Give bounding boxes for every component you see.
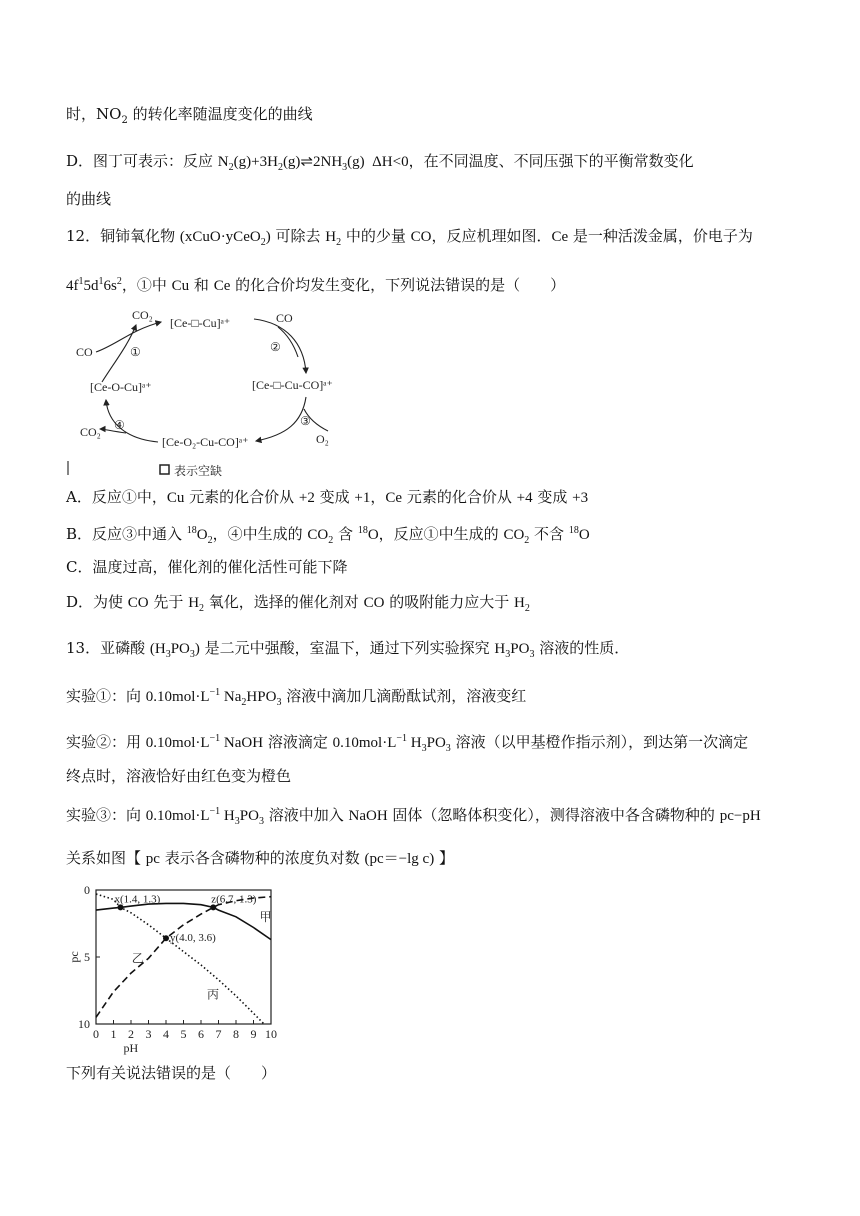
- legend-square-icon: [160, 465, 169, 474]
- experiment-2: 实验②：用 $0.10mol\cdot L^{-1}$ NaOH 溶液滴定 $0.10mol\cdot L^{-1}$ $H_3PO_3$ 溶液（以甲基橙作指示剂），到达第一次滴定: [66, 733, 749, 754]
- mech-co2-out-2: CO₂: [80, 425, 101, 439]
- question-12: 12．铜铈氧化物 (xCuO·yCeO$_2$) 可除去 $H_2$ 中的少量 CO，反应机理如图．Ce 是一种活泼金属，价电子为: [66, 227, 753, 248]
- y-tick-label: 5: [84, 950, 90, 964]
- point-label: y(4.0, 3.6): [170, 932, 216, 945]
- point-label: x(1.4, 1.3): [114, 893, 161, 906]
- data-point: [163, 935, 169, 941]
- x-tick-label: 3: [145, 1027, 152, 1041]
- x-tick-label: 4: [163, 1027, 169, 1041]
- series-label: 乙: [131, 951, 144, 966]
- experiment-3-cont: 关系如图【 pc 表示各含磷物种的浓度负对数 (pc＝−lg c) 】: [66, 849, 454, 867]
- y-tick-label: 0: [84, 883, 90, 897]
- experiment-1: 实验①：向 $0.10mol\cdot L^{-1}$ $Na_2HPO_3$ 溶液中滴加几滴酚酞试剂，溶液变红: [66, 687, 527, 708]
- question-13: 13．亚磷酸 $(H_3PO_3)$ 是二元中强酸，室温下，通过下列实验探究 $H_3PO_3$ 溶液的性质．: [66, 639, 630, 660]
- y-axis-label: pc: [67, 951, 81, 963]
- x-tick-label: 6: [198, 1027, 204, 1041]
- mech-co-in-1: CO: [76, 345, 93, 359]
- mech-step-3: ③: [300, 414, 311, 428]
- x-tick-label: 9: [250, 1027, 257, 1041]
- mech-right-species: [Ce-□-Cu-CO]ᵃ⁺: [252, 378, 333, 392]
- x-axis-label: pH: [123, 1041, 139, 1055]
- x-tick-label: 5: [180, 1027, 187, 1041]
- x-tick-label: 7: [215, 1027, 222, 1041]
- option-d-11: D．图丁可表示：反应 $N_2(g)+3H_2(g)\rightleftharpoons 2NH_3(g)$ ΔH<0，在不同温度、不同压强下的平衡常数变化: [66, 152, 694, 173]
- mech-bottom-species: [Ce-O₂-Cu-CO]ᵃ⁺: [162, 435, 249, 449]
- text-line: 的曲线: [66, 190, 112, 208]
- question-13-prompt: 下列有关说法错误的是（ ）: [66, 1064, 277, 1082]
- mech-o2-in: O₂: [316, 432, 329, 446]
- experiment-3: 实验③：向 $0.10mol\cdot L^{-1}$ $H_3PO_3$ 溶液中加入 NaOH 固体（忽略体积变化），测得溶液中各含磷物种的 pc−pH: [66, 806, 761, 827]
- mech-legend: 表示空缺: [174, 464, 223, 478]
- text-line: 时，$NO_2$ 的转化率随温度变化的曲线: [66, 105, 313, 126]
- mech-step-4: ④: [114, 418, 125, 432]
- x-tick-label: 2: [128, 1027, 134, 1041]
- question-12-cont: $4f^15d^16s^2$，①中 Cu 和 Ce 的化合价均发生变化，下列说法错误的是（ ）: [66, 276, 566, 294]
- series-label: 甲: [259, 909, 272, 924]
- mech-step-2: ②: [270, 340, 281, 354]
- series-line-丙: [96, 894, 264, 1024]
- pc-ph-chart: [66, 878, 286, 1063]
- mech-top-species: [Ce-□-Cu]ᵃ⁺: [170, 316, 231, 330]
- plot-frame: [96, 890, 271, 1024]
- mech-step-1: ①: [130, 345, 141, 359]
- x-tick-label: 10: [265, 1027, 277, 1041]
- option-d-12: D．为使 CO 先于 $H_2$ 氧化，选择的催化剂对 CO 的吸附能力应大于 $H_2$: [66, 593, 530, 614]
- option-b-12: B．反应③中通入 $^{18}O_2$，④中生成的 $CO_2$ 含 $^{18}$O，反应①中生成的 $CO_2$ 不含 $^{18}$O: [66, 525, 590, 546]
- mech-left-species: [Ce-O-Cu]ᵃ⁺: [90, 380, 152, 394]
- mech-co2-out-1: CO₂: [132, 308, 153, 322]
- series-label: 丙: [207, 987, 220, 1002]
- option-c-12: C．温度过高，催化剂的催化活性可能下降: [66, 558, 348, 576]
- x-tick-label: 1: [110, 1027, 117, 1041]
- mech-co-in-2: CO: [276, 311, 293, 325]
- x-tick-label: 8: [233, 1027, 239, 1041]
- series-line-乙: [96, 897, 271, 1018]
- experiment-2-cont: 终点时，溶液恰好由红色变为橙色: [66, 767, 292, 785]
- option-a-12: A．反应①中，Cu 元素的化合价从 +2 变成 +1，Ce 元素的化合价从 +4 变成 +3: [66, 488, 589, 506]
- y-tick-label: 10: [78, 1017, 90, 1031]
- reaction-mechanism-diagram: [66, 305, 356, 480]
- x-tick-label: 0: [93, 1027, 99, 1041]
- point-label: z(6.7, 1.3): [211, 893, 257, 906]
